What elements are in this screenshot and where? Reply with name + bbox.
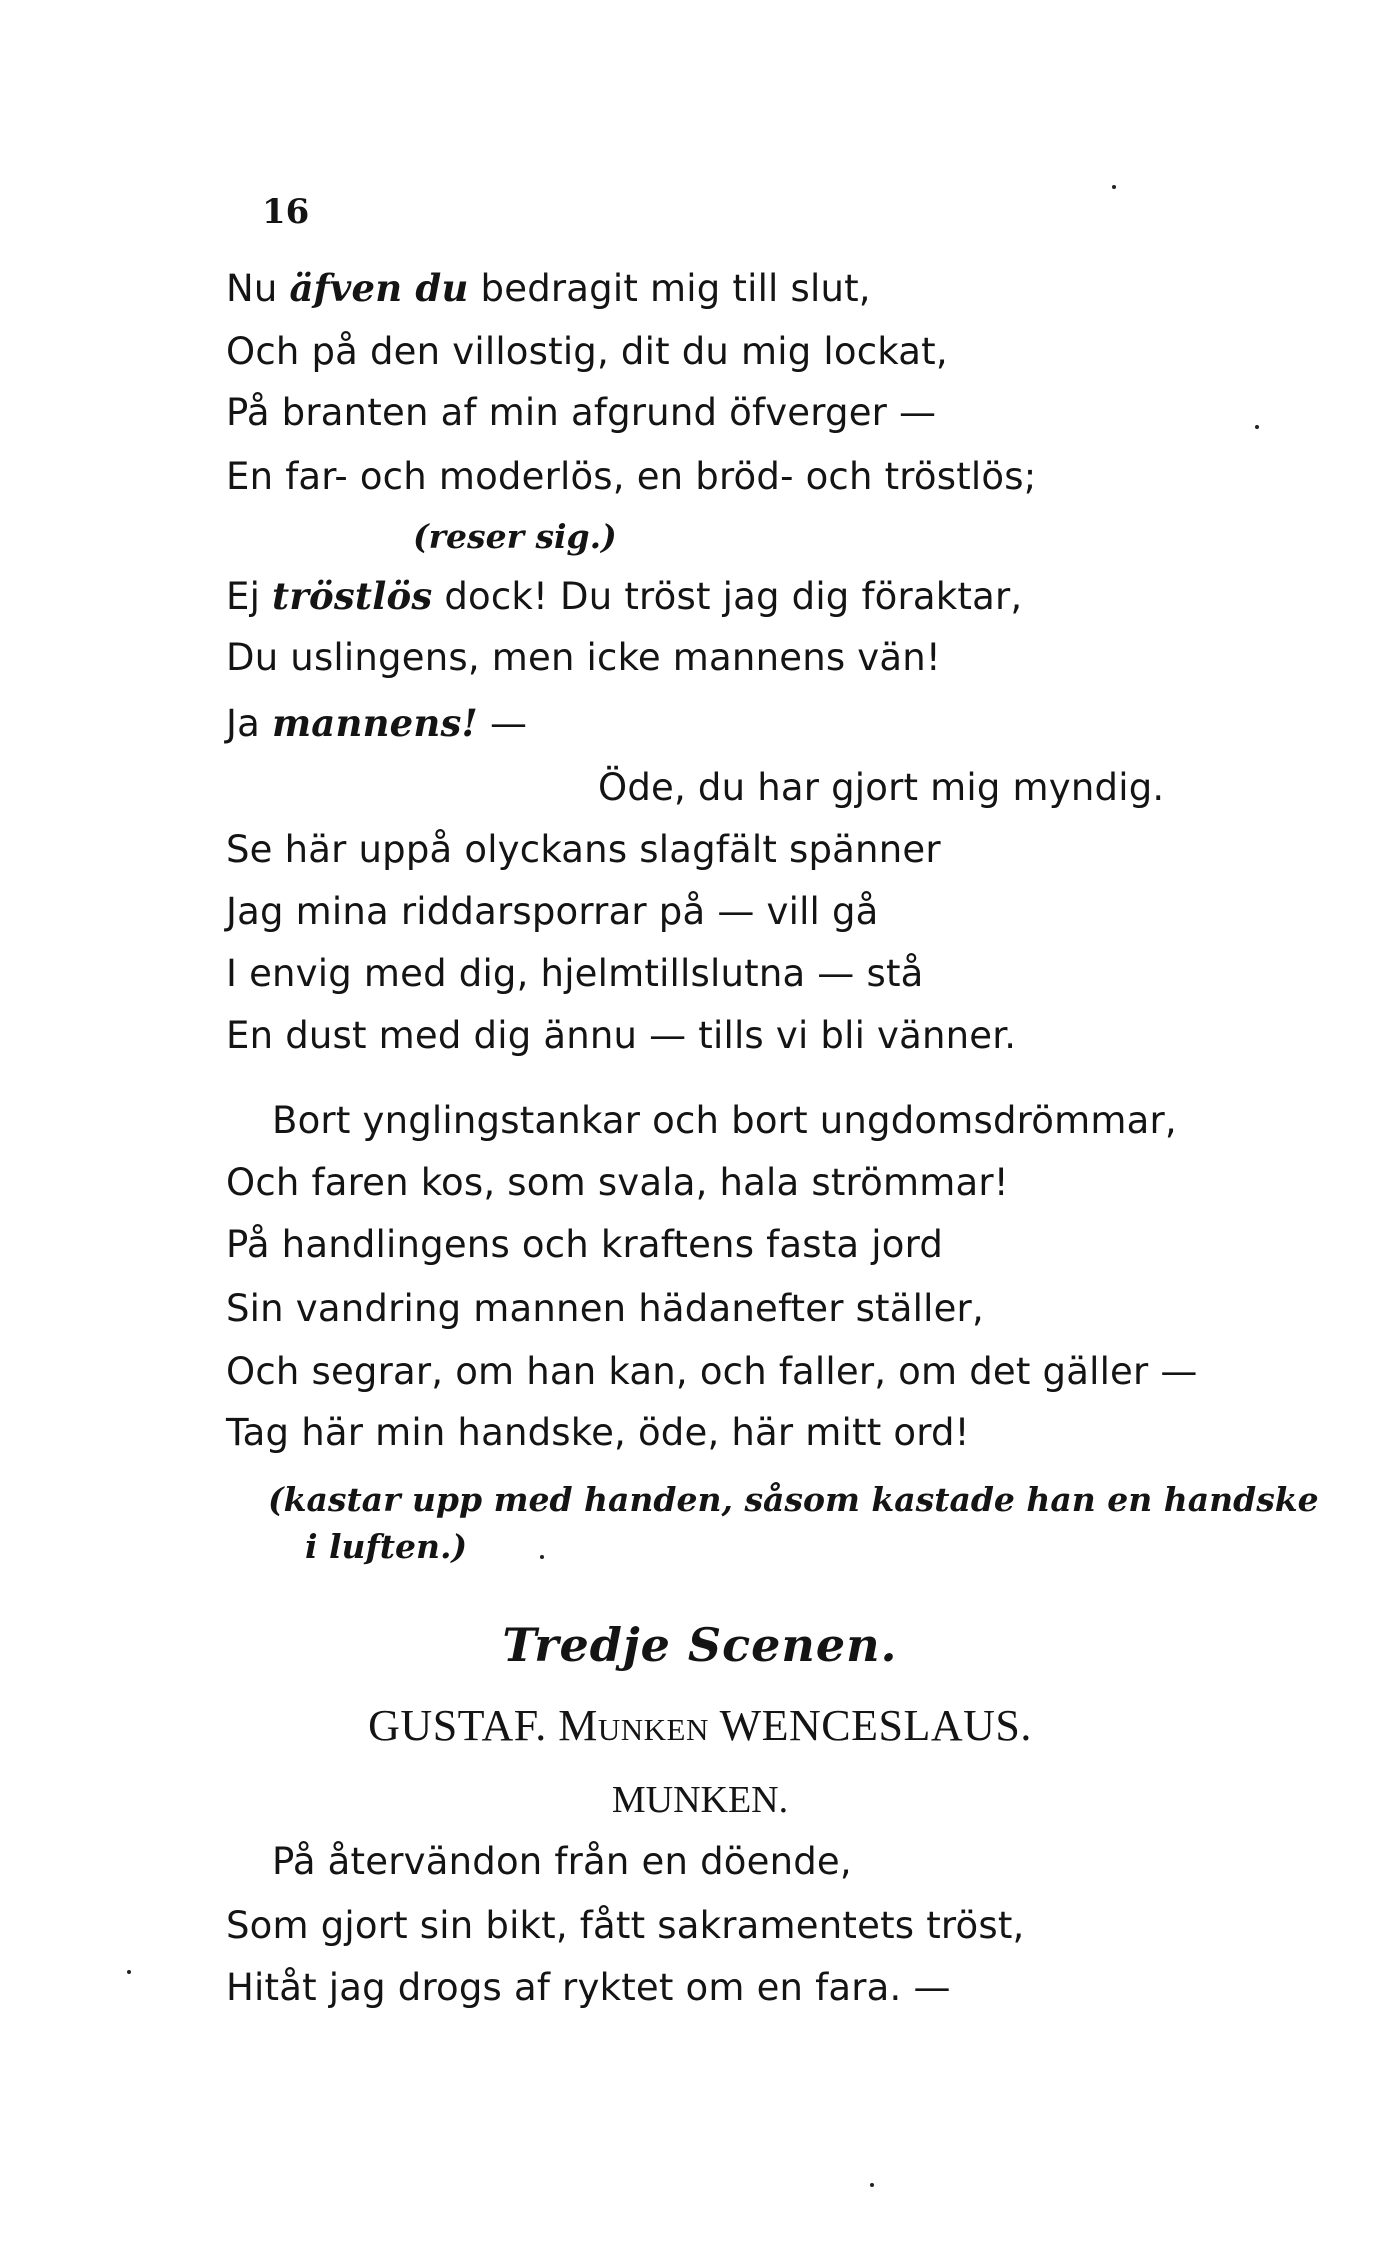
verse-line: Som gjort sin bikt, fått sakramentets tröst, — [226, 1904, 1025, 1947]
ink-speck — [540, 1555, 544, 1559]
verse-line: På handlingens och kraftens fasta jord — [226, 1223, 944, 1266]
cast-list — [0, 1700, 1400, 1751]
stage-direction: (reser sig.) — [413, 517, 617, 556]
verse-line: Öde, du har gjort mig myndig. — [598, 766, 1165, 809]
cast-munken: Munken — [558, 1701, 709, 1750]
verse-line: I envig med dig, hjelmtillslutna — stå — [226, 952, 924, 995]
verse-line: Ej tröstlös dock! Du tröst jag dig föraktar, — [226, 574, 1023, 618]
ink-speck — [870, 2183, 874, 2187]
verse-line: Och segrar, om han kan, och faller, om det gäller — — [226, 1350, 1198, 1393]
emphasis: mannens! — [271, 701, 478, 745]
verse-line: På återvändon från en döende, — [272, 1840, 852, 1883]
verse-line: En dust med dig ännu — tills vi bli vänner. — [226, 1014, 1017, 1057]
cast-wenceslaus: WENCESLAUS. — [719, 1701, 1032, 1750]
emphasis: tröstlös — [272, 574, 433, 618]
stage-direction: (kastar upp med handen, såsom kastade han en handske — [268, 1480, 1319, 1519]
ink-speck — [1112, 185, 1116, 189]
speaker-name: MUNKEN. — [611, 1779, 789, 1821]
page-number: 16 — [262, 192, 310, 232]
verse-line: Ja mannens! — — [226, 701, 528, 745]
verse-line: Jag mina riddarsporrar på — vill gå — [226, 890, 879, 933]
verse-line: Se här uppå olyckans slagfält spänner — [226, 828, 941, 871]
verse-line: Du uslingens, men icke mannens vän! — [226, 636, 941, 679]
ink-speck — [127, 1970, 131, 1974]
verse-line: Tag här min handske, öde, här mitt ord! — [226, 1411, 970, 1454]
verse-line: Nu äfven du bedragit mig till slut, — [226, 266, 871, 310]
cast-gustaf: GUSTAF. — [368, 1701, 547, 1750]
verse-line: Bort ynglingstankar och bort ungdomsdrömmar, — [272, 1099, 1177, 1142]
verse-line: Sin vandring mannen hädanefter ställer, — [226, 1287, 984, 1330]
stage-direction: i luften.) — [305, 1527, 468, 1566]
verse-line: Och faren kos, som svala, hala strömmar! — [226, 1161, 1009, 1204]
verse-line: Hitåt jag drogs af ryktet om en fara. — — [226, 1966, 951, 2009]
emphasis: äfven du — [289, 266, 469, 310]
ink-speck — [1255, 425, 1259, 429]
verse-line: Och på den villostig, dit du mig lockat, — [226, 330, 948, 373]
verse-line: På branten af min afgrund öfverger — — [226, 391, 937, 434]
verse-line: En far- och moderlös, en bröd- och tröstlös; — [226, 455, 1037, 498]
scene-heading: Tredje Scenen. — [502, 1618, 898, 1672]
